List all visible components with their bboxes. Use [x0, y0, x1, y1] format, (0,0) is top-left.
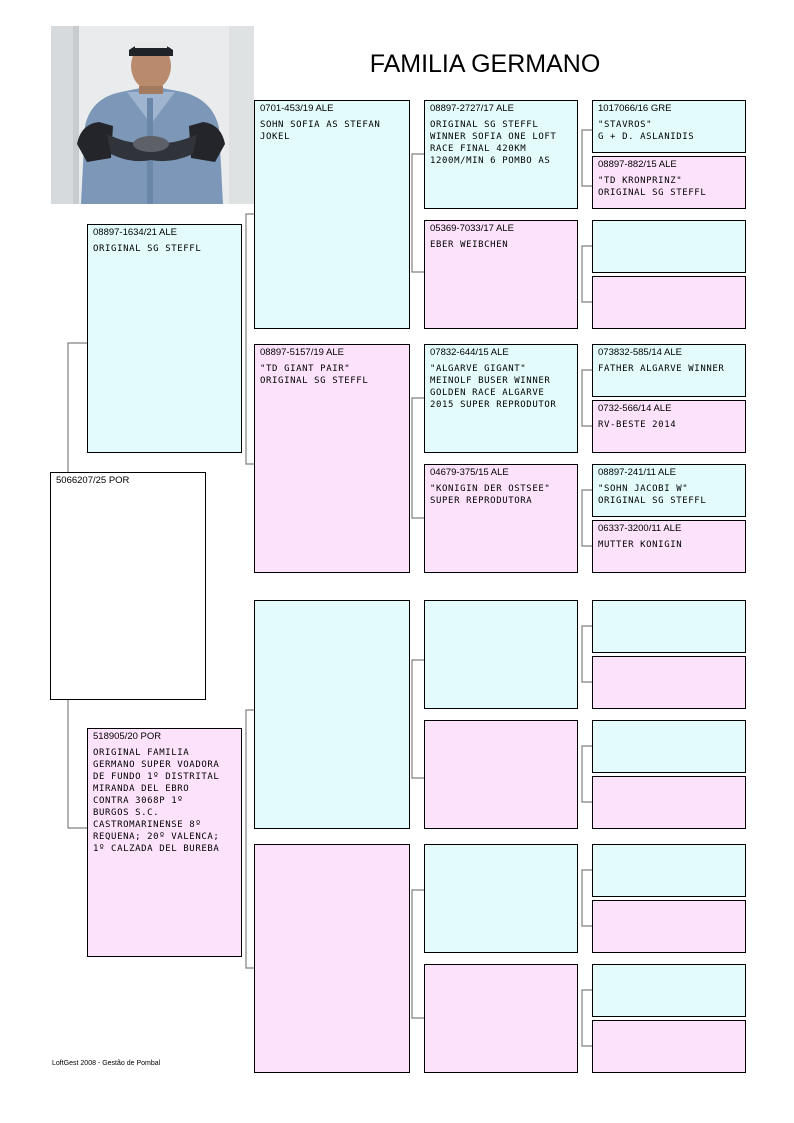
ancestor-card[interactable] [592, 156, 746, 209]
ancestor-info: "SOHN JACOBI W" ORIGINAL SG STEFFL [598, 484, 707, 506]
ancestor-card[interactable] [592, 844, 746, 897]
sire-dam-info: "TD GIANT PAIR" ORIGINAL SG STEFFL [260, 364, 369, 386]
subject-pigeon-card[interactable] [50, 472, 206, 700]
ancestor-info: FATHER ALGARVE WINNER [598, 364, 725, 374]
sire-card[interactable] [87, 224, 242, 453]
ancestor-card[interactable] [592, 400, 746, 453]
ancestor-ring-number: 073832-585/14 ALE [598, 347, 682, 358]
ancestor-card[interactable] [592, 600, 746, 653]
ancestor-info: MUTTER KONIGIN [598, 540, 683, 550]
sire-sire-card[interactable] [254, 100, 410, 329]
great-grandparent-info: "ALGARVE GIGANT" MEINOLF BUSER WINNER GOLDEN RACE ALGARVE 2015 SUPER REPRODUTOR [430, 364, 557, 410]
sire-dam-card[interactable] [254, 344, 410, 573]
ancestor-info: "TD KRONPRINZ" ORIGINAL SG STEFFL [598, 176, 707, 198]
ancestor-card[interactable] [592, 344, 746, 397]
ancestor-card[interactable] [592, 964, 746, 1017]
ancestor-card[interactable] [592, 1020, 746, 1073]
ancestor-card[interactable] [592, 276, 746, 329]
great-grandparent-ring-number: 05369-7033/17 ALE [430, 223, 514, 234]
dam-ring-number: 518905/20 POR [93, 731, 162, 742]
sire-sire-ring-number: 0701-453/19 ALE [260, 103, 334, 114]
ancestor-card[interactable] [592, 464, 746, 517]
ancestor-ring-number: 0732-566/14 ALE [598, 403, 672, 414]
sire-info: ORIGINAL SG STEFFL [93, 244, 202, 254]
great-grandparent-card[interactable] [424, 600, 578, 709]
dam-dam-card[interactable] [254, 844, 410, 1073]
great-grandparent-ring-number: 07832-644/15 ALE [430, 347, 509, 358]
ancestor-ring-number: 08897-882/15 ALE [598, 159, 677, 170]
ancestor-card[interactable] [592, 776, 746, 829]
sire-dam-ring-number: 08897-5157/19 ALE [260, 347, 344, 358]
ancestor-card[interactable] [592, 220, 746, 273]
great-grandparent-card[interactable] [424, 100, 578, 209]
subject-ring-number: 5066207/25 POR [56, 475, 130, 486]
great-grandparent-card[interactable] [424, 844, 578, 953]
great-grandparent-card[interactable] [424, 344, 578, 453]
ancestor-info: RV-BESTE 2014 [598, 420, 677, 430]
ancestor-info: "STAVROS" G + D. ASLANIDIS [598, 120, 695, 142]
great-grandparent-info: "KONIGIN DER OSTSEE" SUPER REPRODUTORA [430, 484, 551, 506]
great-grandparent-info: EBER WEIBCHEN [430, 240, 509, 250]
ancestor-ring-number: 06337-3200/11 ALE [598, 523, 682, 534]
ancestor-ring-number: 1017066/16 GRE [598, 103, 672, 114]
ancestor-ring-number: 08897-241/11 ALE [598, 467, 677, 478]
sire-ring-number: 08897-1634/21 ALE [93, 227, 177, 238]
great-grandparent-ring-number: 04679-375/15 ALE [430, 467, 509, 478]
great-grandparent-card[interactable] [424, 720, 578, 829]
great-grandparent-card[interactable] [424, 220, 578, 329]
page-title: FAMILIA GERMANO [369, 50, 601, 78]
great-grandparent-info: ORIGINAL SG STEFFL WINNER SOFIA ONE LOFT RACE FINAL 420KM 1200M/MIN 6 POMBO AS [430, 120, 557, 166]
ancestor-card[interactable] [592, 720, 746, 773]
ancestor-card[interactable] [592, 900, 746, 953]
dam-sire-card[interactable] [254, 600, 410, 829]
great-grandparent-ring-number: 08897-2727/17 ALE [430, 103, 514, 114]
footer-credit: LoftGest 2008 - Gestão de Pombal [52, 1060, 161, 1067]
dam-card[interactable] [87, 728, 242, 957]
sire-sire-info: SOHN SOFIA AS STEFAN JOKEL [260, 120, 381, 142]
great-grandparent-card[interactable] [424, 464, 578, 573]
ancestor-card[interactable] [592, 656, 746, 709]
dam-info: ORIGINAL FAMILIA GERMANO SUPER VOADORA DE FUNDO 1º DISTRITAL MIRANDA DEL EBRO CONTRA 3068P 1º BURGOS S.C. CASTROMARINENSE 8º REQUENA; 20º VALENCA; 1º CALZADA DEL BUREBA [93, 748, 220, 854]
ancestor-card[interactable] [592, 100, 746, 153]
ancestor-card[interactable] [592, 520, 746, 573]
great-grandparent-card[interactable] [424, 964, 578, 1073]
